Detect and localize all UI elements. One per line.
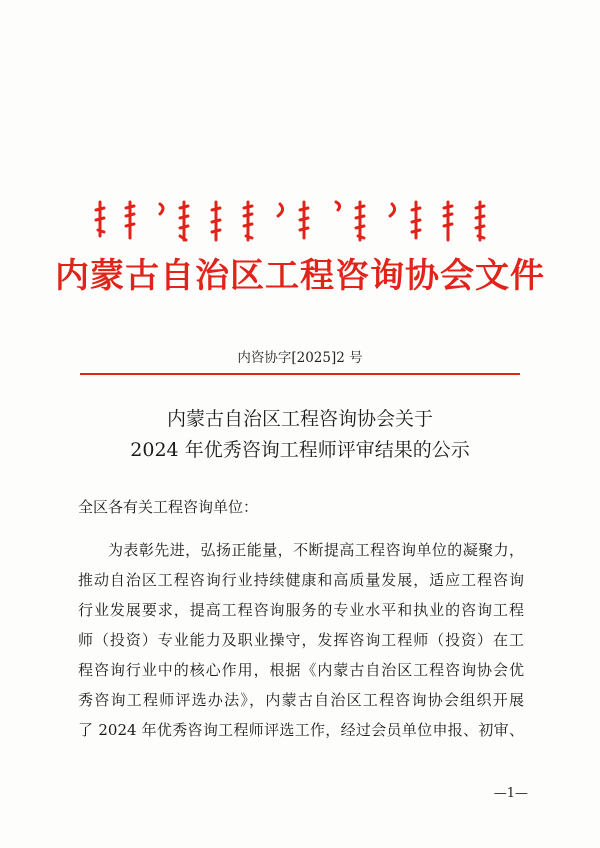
document-number: 内咨协字[2025]2 号 xyxy=(237,350,363,366)
body-line: 行业发展要求，提高工程咨询服务的专业水平和执业的咨询工程 xyxy=(78,601,524,619)
issuing-organization-title: 内蒙古自治区工程咨询协会文件 xyxy=(55,256,545,296)
body-line: 了 2024 年优秀咨询工程师评选工作，经过会员单位申报、初审、 xyxy=(78,721,524,739)
red-header-divider xyxy=(80,373,520,375)
salutation: 全区各有关工程咨询单位： xyxy=(78,498,259,516)
page-number: —1— xyxy=(493,786,528,801)
mongolian-script-header xyxy=(92,196,512,244)
body-line: 为表彰先进，弘扬正能量，不断提高工程咨询单位的凝聚力， xyxy=(108,541,524,559)
body-line: 秀咨询工程师评选办法》，内蒙古自治区工程咨询协会组织开展 xyxy=(78,691,524,709)
document-title-line-1: 内蒙古自治区工程咨询协会关于 xyxy=(166,408,433,430)
body-line: 推动自治区工程咨询行业持续健康和高质量发展，适应工程咨询 xyxy=(78,571,524,589)
body-paragraph xyxy=(78,535,524,745)
body-line: 师（投资）专业能力及职业操守，发挥咨询工程师（投资）在工 xyxy=(78,631,524,649)
body-line: 程咨询行业中的核心作用，根据《内蒙古自治区工程咨询协会优 xyxy=(78,661,524,679)
document-title-line-2: 2024 年优秀咨询工程师评审结果的公示 xyxy=(130,439,470,461)
